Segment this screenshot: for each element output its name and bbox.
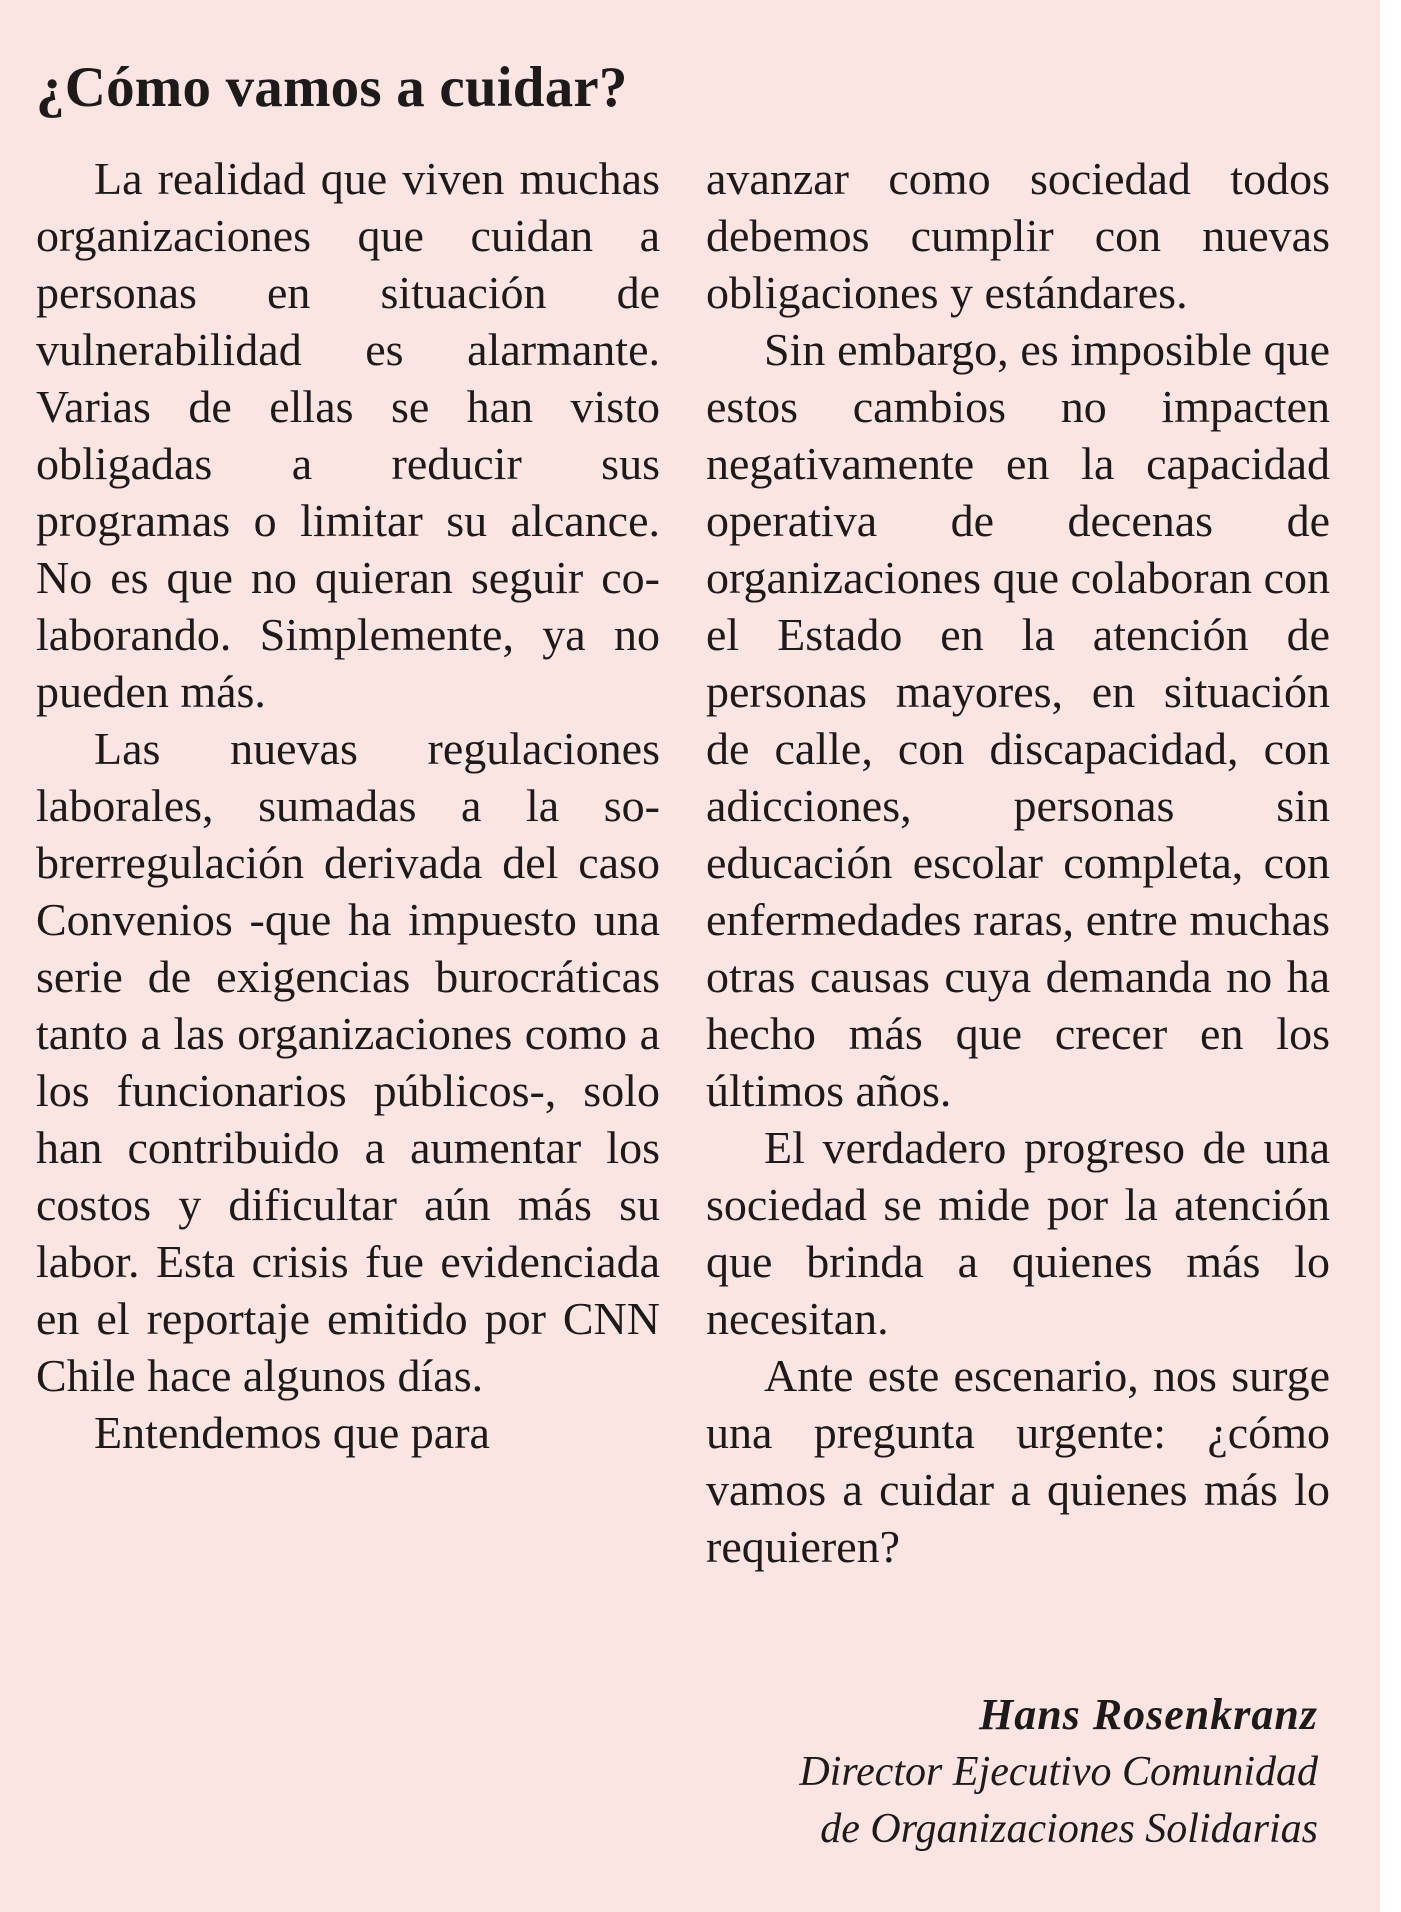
paragraph: avanzar como sociedad todos debemos cumplir con nuevas obligaciones y estándares. (706, 153, 1330, 318)
author-name: Hans Rosenkranz (978, 1690, 1318, 1739)
paragraph: La realidad que viven muchas organizaciones que cuidan a personas en situación de vulnerabilidad es alarmante. Varias de ellas se han visto obligadas a reducir sus programas o limitar su alcance. No es que no quieran seguir colaborando. Simplemente, ya no pueden más. (36, 153, 660, 717)
paragraph: Ante este escenario, nos surge una pregunta urgente: ¿cómo vamos a cuidar a quienes más lo requieren? (706, 1350, 1330, 1572)
right-column (706, 150, 1330, 1575)
author-role: Director Ejecutivo Comunidad (799, 1749, 1318, 1795)
article-title: ¿Cómo vamos a cuidar? (36, 56, 628, 119)
paragraph: Las nuevas regulaciones laborales, sumadas a la sobrerregulación derivada del caso Convenios -que ha impuesto una serie de exigencias burocráticas tanto a las organizaciones como a los funcionarios públicos-, solo han contribuido a aumentar los costos y dificultar aún más su labor. Esta crisis fue evidenciada en el reportaje emitido por CNN Chile hace algunos días. (36, 723, 660, 1401)
left-column (36, 150, 660, 1461)
author-organization: de Organizaciones Solidarias (820, 1806, 1318, 1852)
paragraph: Entendemos que para (94, 1407, 490, 1458)
author-signature (799, 1686, 1318, 1858)
paragraph: El verdadero progreso de una sociedad se mide por la atención que brinda a quienes más lo necesitan. (706, 1122, 1330, 1344)
paragraph: Sin embargo, es imposible que estos cambios no impacten negativamente en la capacidad operativa de decenas de organizaciones que colaboran con el Estado en la atención de personas mayores, en situación de calle, con discapacidad, con adicciones, personas sin educación escolar completa, con enfermedades raras, entre muchas otras causas cuya demanda no ha hecho más que crecer en los últimos años. (706, 324, 1330, 1116)
